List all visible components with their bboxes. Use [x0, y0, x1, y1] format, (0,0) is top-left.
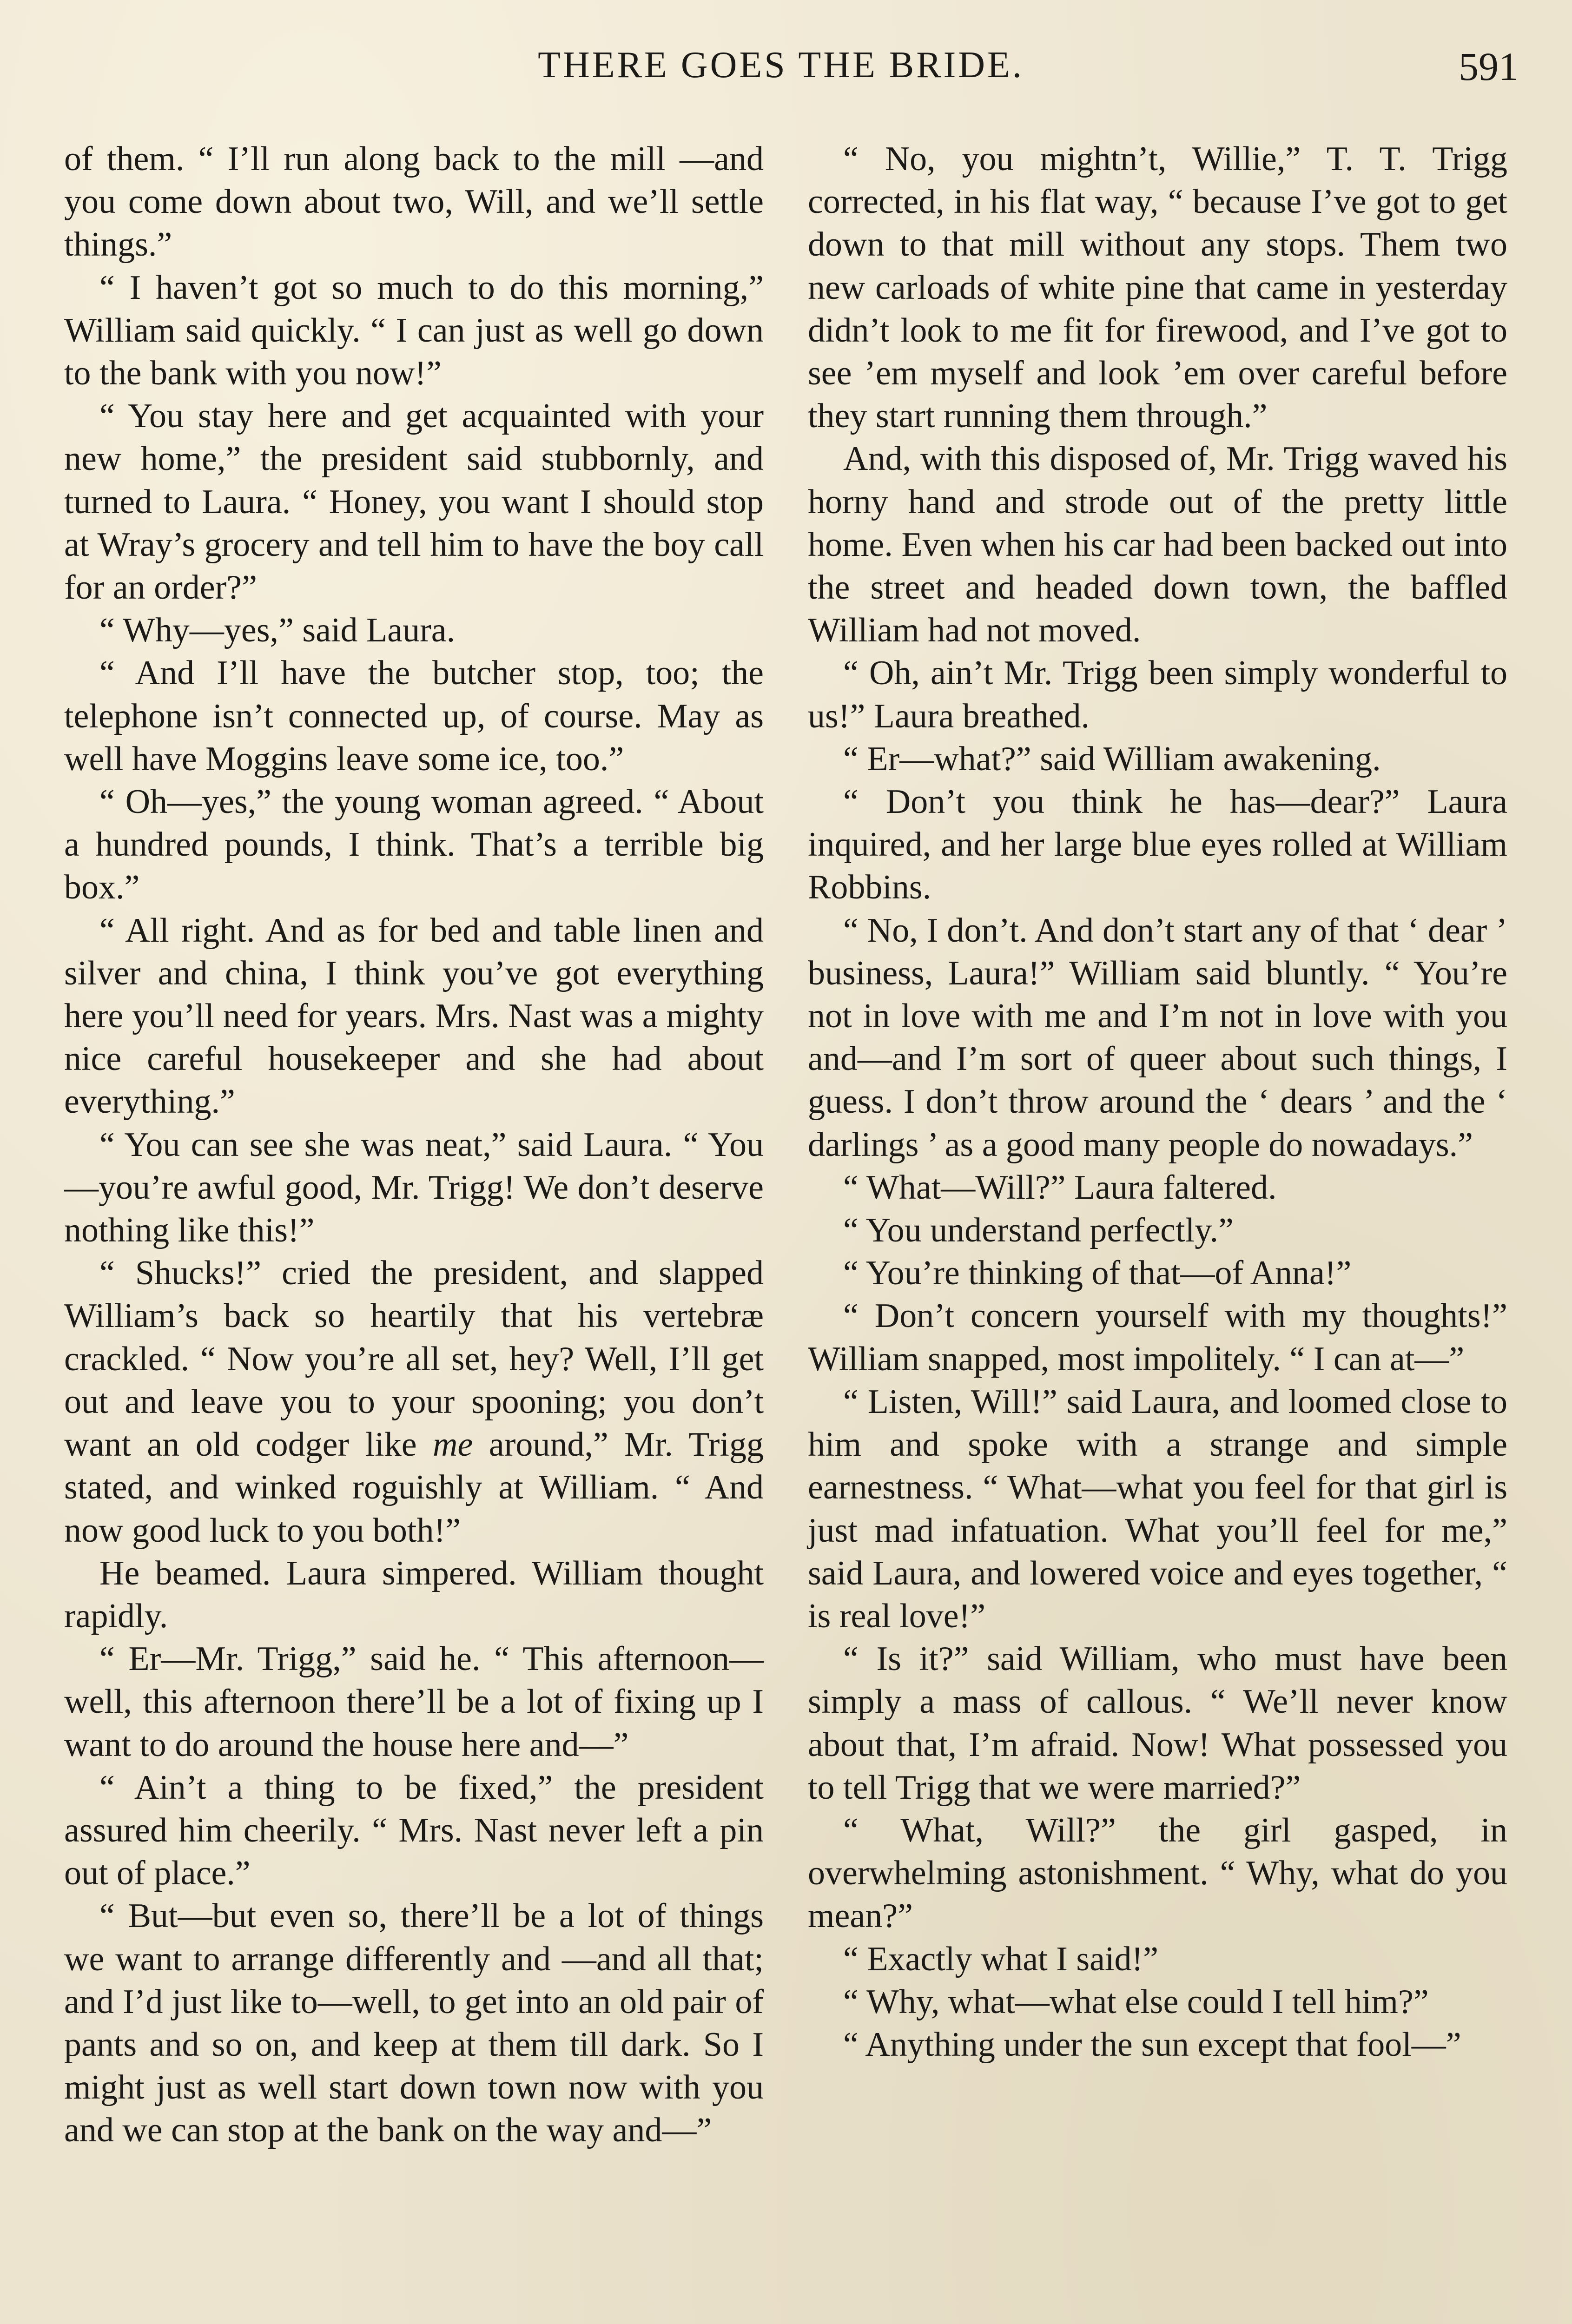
- paragraph: of them. “ I’ll run along back to the mill —and you come down about two, Will, and we’ll settle things.”: [64, 140, 764, 264]
- left-column: [64, 138, 764, 2152]
- paragraph: “ Don’t concern yourself with my thoughts!” William snapped, most impolitely. “ I can at—”: [808, 1297, 1507, 1378]
- running-title: THERE GOES THE BRIDE.: [538, 45, 1024, 86]
- paragraph-text: around,” Mr. Trigg stated, and winked roguishly at William. “ And now good luck to you both!”: [64, 1426, 764, 1550]
- paragraph: “ Anything under the sun except that fool—”: [843, 2025, 1461, 2064]
- paragraph: “ Ain’t a thing to be fixed,” the president assured him cheerily. “ Mrs. Nast never left a pin out of place.”: [64, 1768, 764, 1893]
- paragraph: “ I haven’t got so much to do this morning,” William said quickly. “ I can just as well go down to the bank with you now!”: [64, 268, 764, 393]
- paragraph: “ Don’t you think he has—dear?” Laura inquired, and her large blue eyes rolled at William Robbins.: [808, 783, 1507, 907]
- paragraph: And, with this disposed of, Mr. Trigg waved his horny hand and strode out of the pretty little home. Even when his car had been backed out into the street and headed down town, the baffled William had not moved.: [808, 440, 1507, 650]
- paragraph: “ Er—what?” said William awakening.: [843, 739, 1381, 778]
- paragraph: [64, 1252, 764, 1552]
- paragraph: “ Is it?” said William, who must have been simply a mass of callous. “ We’ll never know about that, I’m afraid. Now! What possessed you to tell Trigg that we were married?”: [808, 1640, 1507, 1807]
- paragraph: “ Er—Mr. Trigg,” said he. “ This afternoon—well, this afternoon there’ll be a lot of fixing up I want to do around the house here and—”: [64, 1640, 764, 1764]
- paragraph: “ You understand perfectly.”: [843, 1211, 1234, 1250]
- paragraph: “ You’re thinking of that—of Anna!”: [843, 1254, 1352, 1293]
- paragraph: “ Oh, ain’t Mr. Trigg been simply wonderful to us!” Laura breathed.: [808, 654, 1507, 735]
- page-number: 591: [1459, 44, 1519, 89]
- paragraph: “ Why—yes,” said Laura.: [99, 611, 456, 650]
- paragraph: “ You can see she was neat,” said Laura. “ You—you’re awful good, Mr. Trigg! We don’t deserve nothing like this!”: [64, 1125, 764, 1250]
- paragraph: “ Listen, Will!” said Laura, and loomed close to him and spoke with a strange and simple earnestness. “ What—what you feel for that girl is just mad infatuation. What you’ll feel for me,” said Laura, and lowered voice and eyes together, “ is real love!”: [808, 1382, 1507, 1635]
- paragraph: “ You stay here and get acquainted with your new home,” the president said stubbornly, and turned to Laura. “ Honey, you want I should stop at Wray’s grocery and tell him to have the boy call for an order?”: [64, 397, 764, 607]
- paragraph: “ All right. And as for bed and table linen and silver and china, I think you’ve got everything here you’ll need for years. Mrs. Nast was a mighty nice careful housekeeper and she had about everything.”: [64, 911, 764, 1121]
- paragraph: “ No, I don’t. And don’t start any of that ‘ dear ’ business, Laura!” William said bluntly. “ You’re not in love with me and I’m not in love with you and—and I’m sort of queer about such things, I guess. I don’t throw around the ‘ dears ’ and the ‘ darlings ’ as a good many people do nowadays.”: [808, 911, 1507, 1164]
- right-column: [808, 138, 1507, 2066]
- paragraph: “ Exactly what I said!”: [843, 1940, 1159, 1978]
- paragraph: “ No, you mightn’t, Willie,” T. T. Trigg corrected, in his flat way, “ because I’ve got to get down to that mill without any stops. Them two new carloads of white pine that came in yesterday didn’t look to me fit for firewood, and I’ve got to see ’em myself and look ’em over careful before they start running them through.”: [808, 140, 1507, 436]
- paragraph: “ Why, what—what else could I tell him?”: [843, 1982, 1429, 2021]
- paragraph: He beamed. Laura simpered. William thought rapidly.: [64, 1554, 764, 1635]
- paragraph: “ What, Will?” the girl gasped, in overwhelming astonishment. “ Why, what do you mean?”: [808, 1811, 1507, 1935]
- paragraph: “ But—but even so, there’ll be a lot of things we want to arrange differently and —and all that; and I’d just like to—well, to get into an old pair of pants and so on, and keep at them till dark. So I might just as well start down town now with you and we can stop at the bank on the way and—”: [64, 1897, 764, 2150]
- paragraph-text: “ Shucks!” cried the president, and slapped William’s back so heartily that his vertebræ crackled. “ Now you’re all set, hey? Well, I’ll get out and leave you to your spooning; you don’t want an old codger like: [64, 1254, 764, 1464]
- paragraph: “ Oh—yes,” the young woman agreed. “ About a hundred pounds, I think. That’s a terrible big box.”: [64, 783, 764, 907]
- paragraph: “ And I’ll have the butcher stop, too; the telephone isn’t connected up, of course. May as well have Moggins leave some ice, too.”: [64, 654, 764, 778]
- emphasis-text: me: [433, 1426, 473, 1464]
- paragraph: “ What—Will?” Laura faltered.: [843, 1168, 1277, 1207]
